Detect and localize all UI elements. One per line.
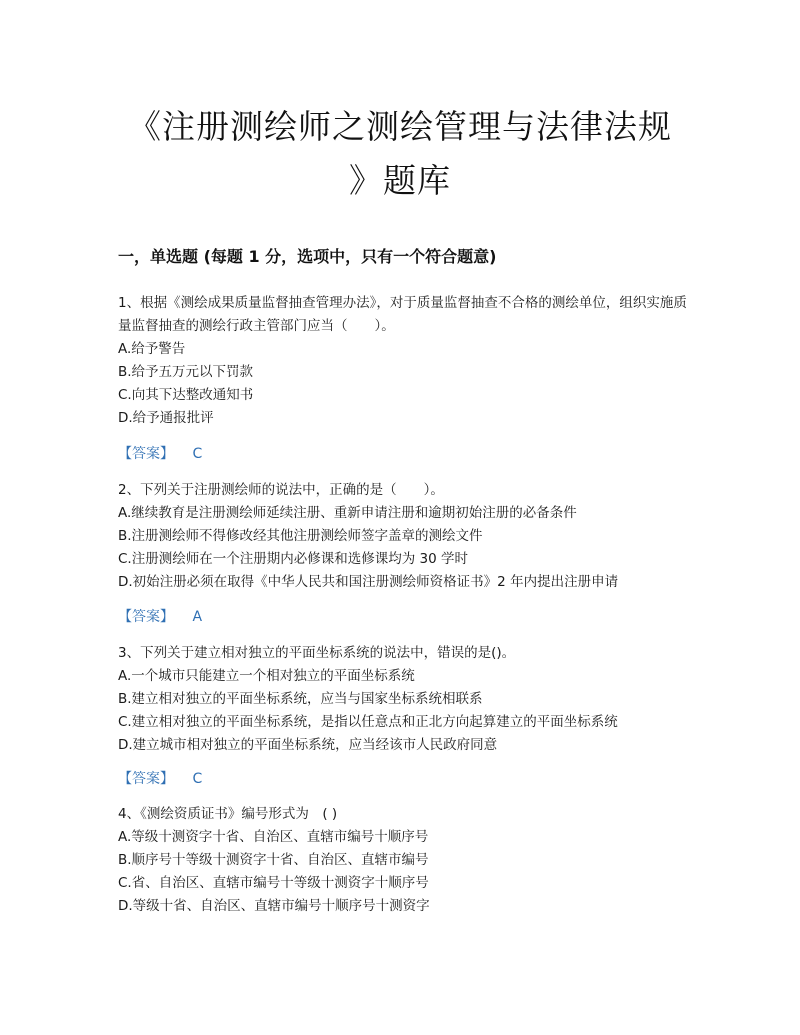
title-line-1: 《注册测绘师之测绘管理与法律法规 — [128, 107, 672, 146]
answer-value: C — [192, 771, 203, 787]
option-d: D.给予通报批评 — [118, 410, 214, 426]
option-c: C.省、自治区、直辖市编号十等级十测资字十顺序号 — [118, 875, 429, 891]
option-b: B.注册测绘师不得修改经其他注册测绘师签字盖章的测绘文件 — [118, 528, 483, 544]
answer-label: 【答案】 — [118, 609, 174, 625]
question-3 — [118, 642, 688, 757]
answer-1 — [118, 443, 202, 463]
question-stem: 1、根据《测绘成果质量监督抽查管理办法》，对于质量监督抽查不合格的测绘单位，组织实施质量监督抽查的测绘行政主管部门应当（ ）。 — [118, 295, 687, 334]
question-2 — [118, 479, 688, 594]
answer-2 — [118, 606, 202, 626]
option-a: A.继续教育是注册测绘师延续注册、重新申请注册和逾期初始注册的必备条件 — [118, 505, 577, 521]
answer-label: 【答案】 — [118, 771, 174, 787]
option-b: B.顺序号十等级十测资字十省、自治区、直辖市编号 — [118, 852, 429, 868]
option-a: A.一个城市只能建立一个相对独立的平面坐标系统 — [118, 668, 415, 684]
option-d: D.等级十省、自治区、直辖市编号十顺序号十测资字 — [118, 898, 430, 914]
option-a: A.等级十测资字十省、自治区、直辖市编号十顺序号 — [118, 829, 429, 845]
option-d: D.初始注册必须在取得《中华人民共和国注册测绘师资格证书》2 年内提出注册申请 — [118, 574, 619, 590]
option-d: D.建立城市相对独立的平面坐标系统，应当经该市人民政府同意 — [118, 737, 498, 753]
option-c: C.向其下达整改通知书 — [118, 387, 254, 403]
answer-value: C — [192, 446, 203, 462]
title-line-2: 》题库 — [349, 161, 451, 200]
option-b: B.给予五万元以下罚款 — [118, 364, 254, 380]
option-c: C.注册测绘师在一个注册期内必修课和选修课均为 30 学时 — [118, 551, 468, 567]
answer-3 — [118, 768, 202, 788]
option-a: A.给予警告 — [118, 341, 186, 357]
question-stem: 4、《测绘资质证书》编号形式为 ( ) — [118, 806, 338, 822]
section-heading: 一，单选题 (每题 1 分，选项中，只有一个符合题意) — [118, 247, 497, 266]
option-c: C.建立相对独立的平面坐标系统，是指以任意点和正北方向起算建立的平面坐标系统 — [118, 714, 618, 730]
option-b: B.建立相对独立的平面坐标系统，应当与国家坐标系统相联系 — [118, 691, 483, 707]
question-4 — [118, 803, 688, 918]
question-stem: 3、下列关于建立相对独立的平面坐标系统的说法中，错误的是()。 — [118, 645, 516, 661]
document-title — [0, 100, 800, 208]
answer-label: 【答案】 — [118, 446, 174, 462]
question-stem: 2、下列关于注册测绘师的说法中，正确的是（ ）。 — [118, 482, 444, 498]
question-1 — [118, 292, 688, 430]
answer-value: A — [192, 609, 203, 625]
